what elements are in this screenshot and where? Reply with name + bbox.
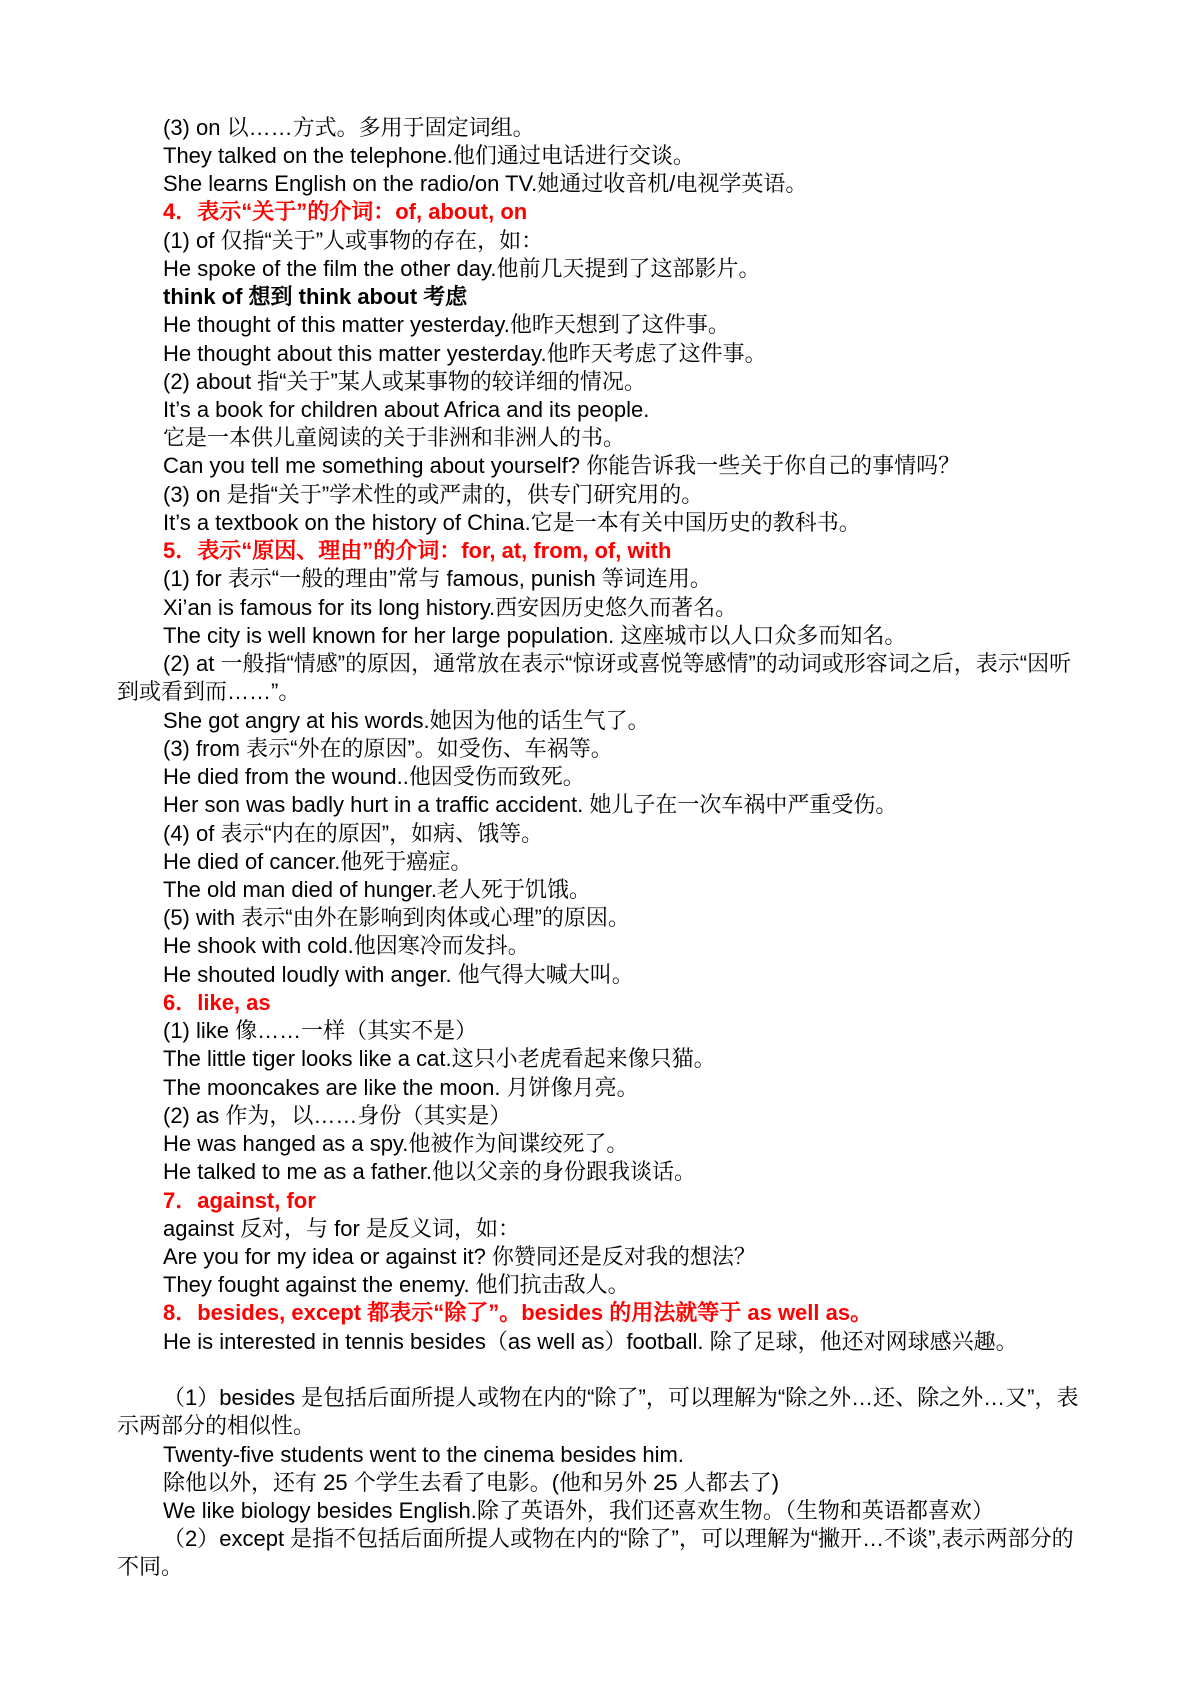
text-line: (3) on 以……方式。多用于固定词组。: [163, 115, 535, 140]
text-line: The city is well known for her large population. 这座城市以人口众多而知名。: [163, 623, 907, 648]
text-paragraph: （2）except 是指不包括后面所提人或物在内的“除了”，可以理解为“撇开…不谈”,表示两部分的不同。: [117, 1526, 1074, 1579]
text-line: (3) from 表示“外在的原因”。如受伤、车祸等。: [163, 736, 613, 761]
text-line: He talked to me as a father.他以父亲的身份跟我谈话。: [163, 1159, 697, 1184]
text-line: She learns English on the radio/on TV.她通过收音机/电视学英语。: [163, 171, 808, 196]
section-heading: 5．表示“原因、理由”的介词：for, at, from, of, with: [163, 538, 672, 563]
text-line: (3) on 是指“关于”学术性的或严肃的，供专门研究用的。: [163, 482, 704, 507]
section-heading: 4．表示“关于”的介词：of, about, on: [163, 199, 528, 224]
section-heading: 7．against, for: [163, 1188, 316, 1213]
text-paragraph: （1）besides 是包括后面所提人或物在内的“除了”，可以理解为“除之外…还、除之外…又”，表示两部分的相似性。: [117, 1385, 1079, 1438]
text-line: He died from the wound..他因受伤而致死。: [163, 764, 585, 789]
text-line: (2) about 指“关于”某人或某事物的较详细的情况。: [163, 369, 646, 394]
text-line: They talked on the telephone.他们通过电话进行交谈。: [163, 143, 695, 168]
text-line: Can you tell me something about yourself? 你能告诉我一些关于你自己的事情吗？: [163, 453, 961, 478]
text-paragraph: (2) at 一般指“情感”的原因，通常放在表示“惊讶或喜悦等感情”的动词或形容词之后，表示“因听到或看到而……”。: [117, 651, 1072, 704]
text-line: 除他以外，还有 25 个学生去看了电影。(他和另外 25 人都去了): [163, 1470, 780, 1495]
text-paragraph: He is interested in tennis besides（as well as）football. 除了足球，他还对网球感兴趣。: [163, 1329, 1018, 1354]
text-line: The old man died of hunger.老人死于饥饿。: [163, 877, 591, 902]
text-line: He died of cancer.他死于癌症。: [163, 849, 473, 874]
text-line: He spoke of the film the other day.他前几天提到了这部影片。: [163, 256, 761, 281]
text-line: It’s a book for children about Africa and its people.: [163, 397, 650, 422]
section-heading: 8．besides, except 都表示“除了”。besides 的用法就等于 as well as。: [163, 1300, 873, 1325]
text-line: Her son was badly hurt in a traffic accident. 她儿子在一次车祸中严重受伤。: [163, 792, 898, 817]
text-line: They fought against the enemy. 他们抗击敌人。: [163, 1272, 630, 1297]
text-line: against 反对，与 for 是反义词，如：: [163, 1216, 520, 1241]
text-line: He thought of this matter yesterday.他昨天想到了这件事。: [163, 312, 730, 337]
text-line: (4) of 表示“内在的原因”，如病、饿等。: [163, 821, 544, 846]
text-line: Twenty-five students went to the cinema besides him.: [163, 1442, 684, 1467]
text-line: She got angry at his words.她因为他的话生气了。: [163, 708, 650, 733]
text-line: We like biology besides English.除了英语外，我们还喜欢生物。（生物和英语都喜欢）: [163, 1498, 994, 1523]
text-line: The mooncakes are like the moon. 月饼像月亮。: [163, 1075, 639, 1100]
text-line: (5) with 表示“由外在影响到肉体或心理”的原因。: [163, 905, 630, 930]
text-line: (1) of 仅指“关于”人或事物的存在，如：: [163, 228, 544, 253]
text-line: (1) for 表示“一般的理由”常与 famous, punish 等词连用。: [163, 566, 712, 591]
text-line: It’s a textbook on the history of China.它是一本有关中国历史的教科书。: [163, 510, 861, 535]
text-line: The little tiger looks like a cat.这只小老虎看起来像只猫。: [163, 1046, 716, 1071]
text-line: He was hanged as a spy.他被作为间谍绞死了。: [163, 1131, 629, 1156]
text-line: He thought about this matter yesterday.他昨天考虑了这件事。: [163, 341, 767, 366]
text-line: (1) like 像……一样（其实不是）: [163, 1018, 478, 1043]
text-line: He shook with cold.他因寒冷而发抖。: [163, 933, 530, 958]
text-line: Xi’an is famous for its long history.西安因历史悠久而著名。: [163, 595, 738, 620]
text-line-bold: think of 想到 think about 考虑: [163, 284, 468, 309]
section-heading: 6．like, as: [163, 990, 271, 1015]
text-line: Are you for my idea or against it? 你赞同还是反对我的想法？: [163, 1244, 756, 1269]
text-line: He shouted loudly with anger. 他气得大喊大叫。: [163, 962, 634, 987]
text-line: (2) as 作为，以……身份（其实是）: [163, 1103, 512, 1128]
text-line: 它是一本供儿童阅读的关于非洲和非洲人的书。: [163, 425, 626, 450]
